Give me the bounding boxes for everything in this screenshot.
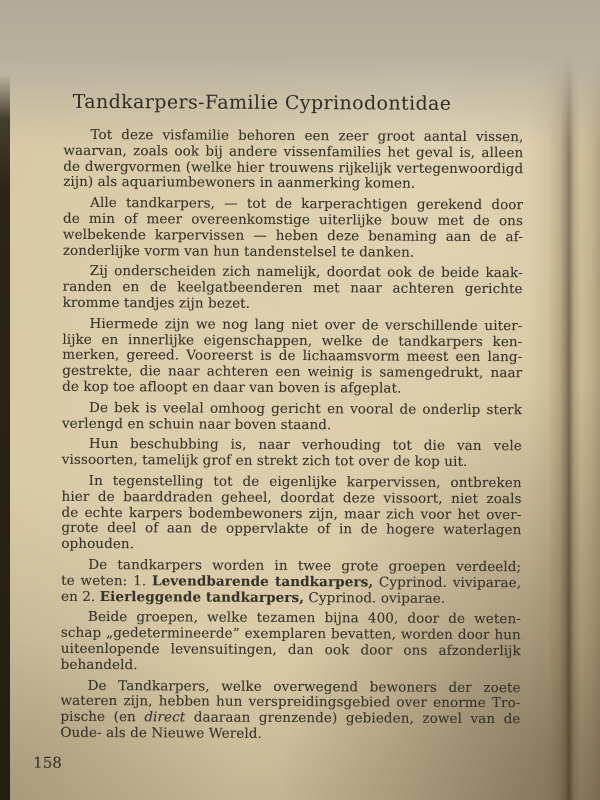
text-line: waarvan, zoals ook bij andere vissenfamilies het geval is, alleen (63, 142, 524, 162)
text-line: gestrekte, die naar achteren een weinig is samengedrukt, naar (62, 362, 523, 382)
paragraph (63, 264, 523, 314)
text-line: merken, gereed. Vooreerst is de lichaamsvorm meest een lang- (62, 347, 523, 366)
text-line: Hun beschubbing is, naar verhouding tot die van vele (88, 436, 522, 455)
paragraph (62, 401, 522, 435)
text-line: verlengd en schuin naar boven staand. (61, 415, 332, 433)
text-line: ophouden. (61, 535, 135, 553)
text-line: lijke en innerlijke eigenschappen, welke de tandkarpers ken- (62, 331, 523, 350)
text-line: De tandkarpers worden in twee grote groepen verdeeld; (88, 556, 522, 576)
text-line: Tot deze visfamilie behoren een zeer groot aantal vissen, (90, 126, 524, 146)
text-line: de dwergvormen (welke hier trouwens rijkelijk vertegenwoordigd (63, 158, 524, 177)
text-line: kromme tandjes zijn bezet. (62, 294, 251, 312)
paragraph (62, 317, 522, 398)
paragraph (61, 474, 521, 555)
paragraph (62, 437, 522, 471)
text-line: welbekende karpervissen — heben deze benaming aan de af- (62, 226, 523, 245)
text-line: Beide groepen, welke tezamen bijna 400, door de weten- (87, 609, 521, 628)
text-line: Alle tandkarpers, — tot de karperachtigen gerekend door (90, 195, 524, 214)
text-line: te weten: 1. Levendbarende tandkarpers, Cyprinod. viviparae, (61, 572, 522, 591)
paragraph (61, 558, 521, 608)
text-line: de min of meer overeenkomstige uiterlijke bouw met de ons (62, 210, 524, 230)
text-line: Zij onderscheiden zich namelijk, doordat ook de beide kaak- (89, 263, 523, 282)
text-line: en 2. Eierleggende tandkarpers, Cyprinod. oviparae. (61, 588, 446, 607)
text-line: schap „gedetermineerde” exemplaren bevatten, worden door hun (60, 624, 521, 644)
text-line: behandeld. (60, 656, 138, 673)
book-page (33, 90, 524, 772)
paragraph (60, 678, 520, 744)
text-line: uiteenlopende levensuitingen, dan ook door ons afzonderlijk (60, 640, 521, 660)
text-line: zijn) als aquariumbewoners in aanmerking komen. (63, 174, 416, 193)
paragraph (63, 128, 523, 194)
text-line: De bek is veelal omhoog gericht en vooral de onderlip sterk (89, 399, 523, 418)
page-title: Tandkarpers-Familie Cyprinodontidae (72, 90, 452, 115)
text-line: Hiermede zijn we nog lang niet over de verschillende uiter- (89, 315, 523, 334)
book-left-edge (0, 74, 10, 800)
paragraph (63, 196, 523, 262)
text-line: randen en de keelgatbeenderen met naar achteren gerichte (62, 278, 523, 298)
text-line: vissoorten, tamelijk grof en strekt zich tot over de kop uit. (61, 451, 468, 471)
text-line: Oude- als de Nieuwe Wereld. (60, 724, 262, 742)
text-line: zonderlijke vorm van hun tandenstelsel te danken. (62, 242, 415, 261)
text-line: In tegenstelling tot de eigenlijke karpervissen, ontbreken (88, 472, 522, 492)
text-line: wateren zijn, hebben hun verspreidingsgebied over enorme Tro- (60, 693, 521, 712)
page-number: 158 (33, 753, 62, 772)
body-text (60, 128, 523, 744)
text-line: De Tandkarpers, welke overwegend bewoners der zoete (87, 677, 521, 696)
text-line: grote deel of aan de oppervlakte of in de hogere waterlagen (61, 520, 522, 539)
text-line: pische (en direct daaraan grenzende) gebieden, zowel van de (60, 708, 521, 728)
text-line: hier de baarddraden geheel, doordat deze vissoort, niet zoals (61, 488, 522, 507)
text-line: de kop toe afloopt en daar van boven is afgeplat. (62, 378, 402, 397)
text-line: de echte karpers bodembewoners zijn, maar zich voor het over- (61, 504, 522, 523)
paragraph (61, 610, 521, 676)
